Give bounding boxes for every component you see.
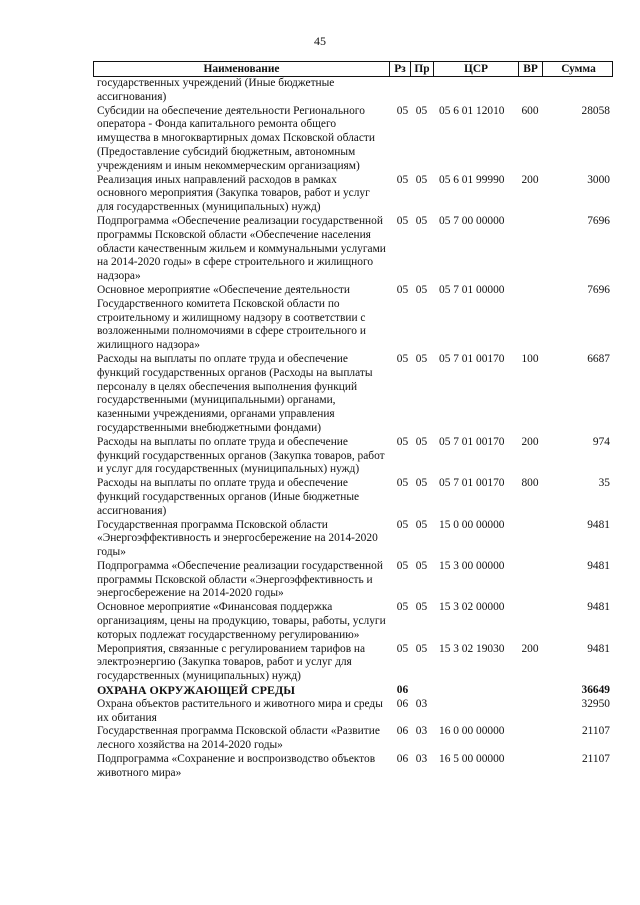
row-pr: 05 [415,518,428,531]
table-row [93,753,613,781]
row-name: Расходы на выплаты по оплате труда и обеспечение функций государственных органов (Расходы на выплаты персоналу в целях обеспечения выполнения функций государственными (муниципальными) органами, казенными учреждениями, органами управления государственными внебюджетными фондами) [97,352,373,434]
row-csr: 05 7 01 00170 [439,435,505,448]
row-rz: 05 [396,352,409,365]
row-name: Расходы на выплаты по оплате труда и обеспечение функций государственных органов (Иные бюджетные ассигнования) [97,477,360,517]
row-pr: 05 [415,477,428,490]
section-row [93,684,613,698]
row-name: государственных учреждений (Иные бюджетные ассигнования) [97,77,335,103]
row-vr: 200 [521,435,539,448]
table-row [93,353,613,436]
table-row [93,284,613,353]
row-pr: 05 [415,601,428,614]
table-row [93,519,613,560]
row-pr: 05 [415,352,428,365]
row-sum: 32950 [581,697,610,710]
row-rz: 05 [396,477,409,490]
row-name: Охрана объектов растительного и животного мира и среды их обитания [97,697,383,724]
row-vr: 200 [521,642,539,655]
row-name: Подпрограмма «Сохранение и воспроизводство объектов животного мира» [97,753,376,779]
header-vr: ВР [519,62,543,76]
row-vr: 800 [521,477,539,490]
row-rz: 05 [396,173,409,186]
row-pr: 03 [415,697,428,710]
row-rz: 06 [396,697,409,710]
header-pr: Пр [411,62,434,76]
row-csr: 05 6 01 99990 [439,173,505,186]
table-row [93,560,613,601]
row-name: Государственная программа Псковской области «Развитие лесного хозяйства на 2014-2020 годы» [97,725,380,752]
row-rz: 05 [396,518,409,531]
row-csr: 05 7 00 00000 [439,214,505,227]
row-pr: 03 [415,753,428,766]
row-name: Основное мероприятие «Обеспечение деятельности Государственного комитета Псковской области по строительному и жилищному надзору в соответствии с возложенными полномочиями в сфере строительного и жилищного надзора» [97,283,366,352]
row-sum: 9481 [587,642,610,655]
row-sum: 974 [592,435,610,448]
table-row [93,215,613,284]
row-pr: 05 [415,283,428,296]
row-vr: 100 [521,352,539,365]
row-sum: 7696 [587,214,610,227]
budget-table [93,61,613,781]
row-pr: 05 [415,173,428,186]
table-row [93,77,613,105]
row-csr: 15 0 00 00000 [439,518,505,531]
row-csr: 05 7 01 00000 [439,283,505,296]
row-csr: 15 3 02 19030 [439,642,505,655]
row-sum: 9481 [587,518,610,531]
table-row [93,105,613,174]
row-rz: 06 [396,684,409,697]
row-name: Основное мероприятие «Финансовая поддержка организациям, цены на продукцию, товары, работы, услуги которых подлежат государственному регулированию» [97,601,386,641]
row-sum: 21107 [581,725,610,738]
row-sum: 9481 [587,559,610,572]
row-rz: 05 [396,214,409,227]
row-name: Мероприятия, связанные с регулированием тарифов на электроэнергию (Закупка товаров, работ и услуг для государственных (муниципальных) нужд) [97,642,366,683]
table-row [93,725,613,753]
header-csr: ЦСР [434,62,519,76]
row-name: Субсидии на обеспечение деятельности Регионального оператора - Фонда капитального ремонта общего имущества в многоквартирных домах Псковской области (Предоставление субсидий бюджетным, автономным учреждениям и иным некоммерческим организациям) [97,104,375,172]
row-name: Реализация иных направлений расходов в рамках основного мероприятия (Закупка товаров, работ и услуг для государственных (муниципальных) нужд) [97,173,370,214]
table-row [93,643,613,684]
row-rz: 05 [396,601,409,614]
row-rz: 05 [396,435,409,448]
row-csr: 15 3 02 00000 [439,601,505,614]
row-pr: 05 [415,642,428,655]
table-header [93,61,613,77]
row-name: Расходы на выплаты по оплате труда и обеспечение функций государственных органов (Закупка товаров, работ и услуг для государственных (муниципальных) нужд) [97,435,385,476]
header-rz: Рз [390,62,411,76]
row-rz: 06 [396,725,409,738]
row-vr: 600 [521,104,539,117]
row-sum: 6687 [587,352,610,365]
row-pr: 03 [415,725,428,738]
page-number: 45 [314,34,326,48]
row-pr: 05 [415,435,428,448]
row-pr: 05 [415,214,428,227]
row-rz: 05 [396,283,409,296]
row-csr: 05 7 01 00170 [439,352,505,365]
row-sum: 3000 [587,173,610,186]
row-sum: 35 [598,477,610,490]
row-sum: 7696 [587,283,610,296]
row-rz: 05 [396,104,409,117]
row-pr: 05 [415,559,428,572]
row-name: Подпрограмма «Обеспечение реализации государственной программы Псковской области «Обеспечение населения области качественным жильем и коммунальными услугами на 2014-2020 годы» в сфере строительного и жилищного надзора» [97,214,386,283]
table-body [93,77,613,781]
header-name: Наименование [94,62,390,76]
row-csr: 16 0 00 00000 [439,725,505,738]
row-name: Подпрограмма «Обеспечение реализации государственной программы Псковской области «Энергоэффективность и энергосбережение на 2014-2020 годы» [97,559,383,600]
row-sum: 36649 [581,684,610,697]
row-sum: 21107 [581,753,610,766]
row-rz: 05 [396,559,409,572]
table-row [93,698,613,726]
table-row [93,601,613,642]
row-sum: 28058 [581,104,610,117]
row-vr: 200 [521,173,539,186]
table-row [93,174,613,215]
table-row [93,436,613,477]
table-row [93,477,613,518]
row-name: Государственная программа Псковской области «Энергоэффективность и энергосбережение на 2014-2020 годы» [97,518,378,559]
row-rz: 05 [396,642,409,655]
row-csr: 15 3 00 00000 [439,559,505,572]
row-pr: 05 [415,104,428,117]
header-sum: Сумма [561,63,596,75]
row-rz: 06 [396,753,409,766]
row-csr: 05 6 01 12010 [439,104,505,117]
row-name: ОХРАНА ОКРУЖАЮЩЕЙ СРЕДЫ [97,684,295,698]
row-csr: 05 7 01 00170 [439,477,505,490]
row-sum: 9481 [587,601,610,614]
row-csr: 16 5 00 00000 [439,753,505,766]
